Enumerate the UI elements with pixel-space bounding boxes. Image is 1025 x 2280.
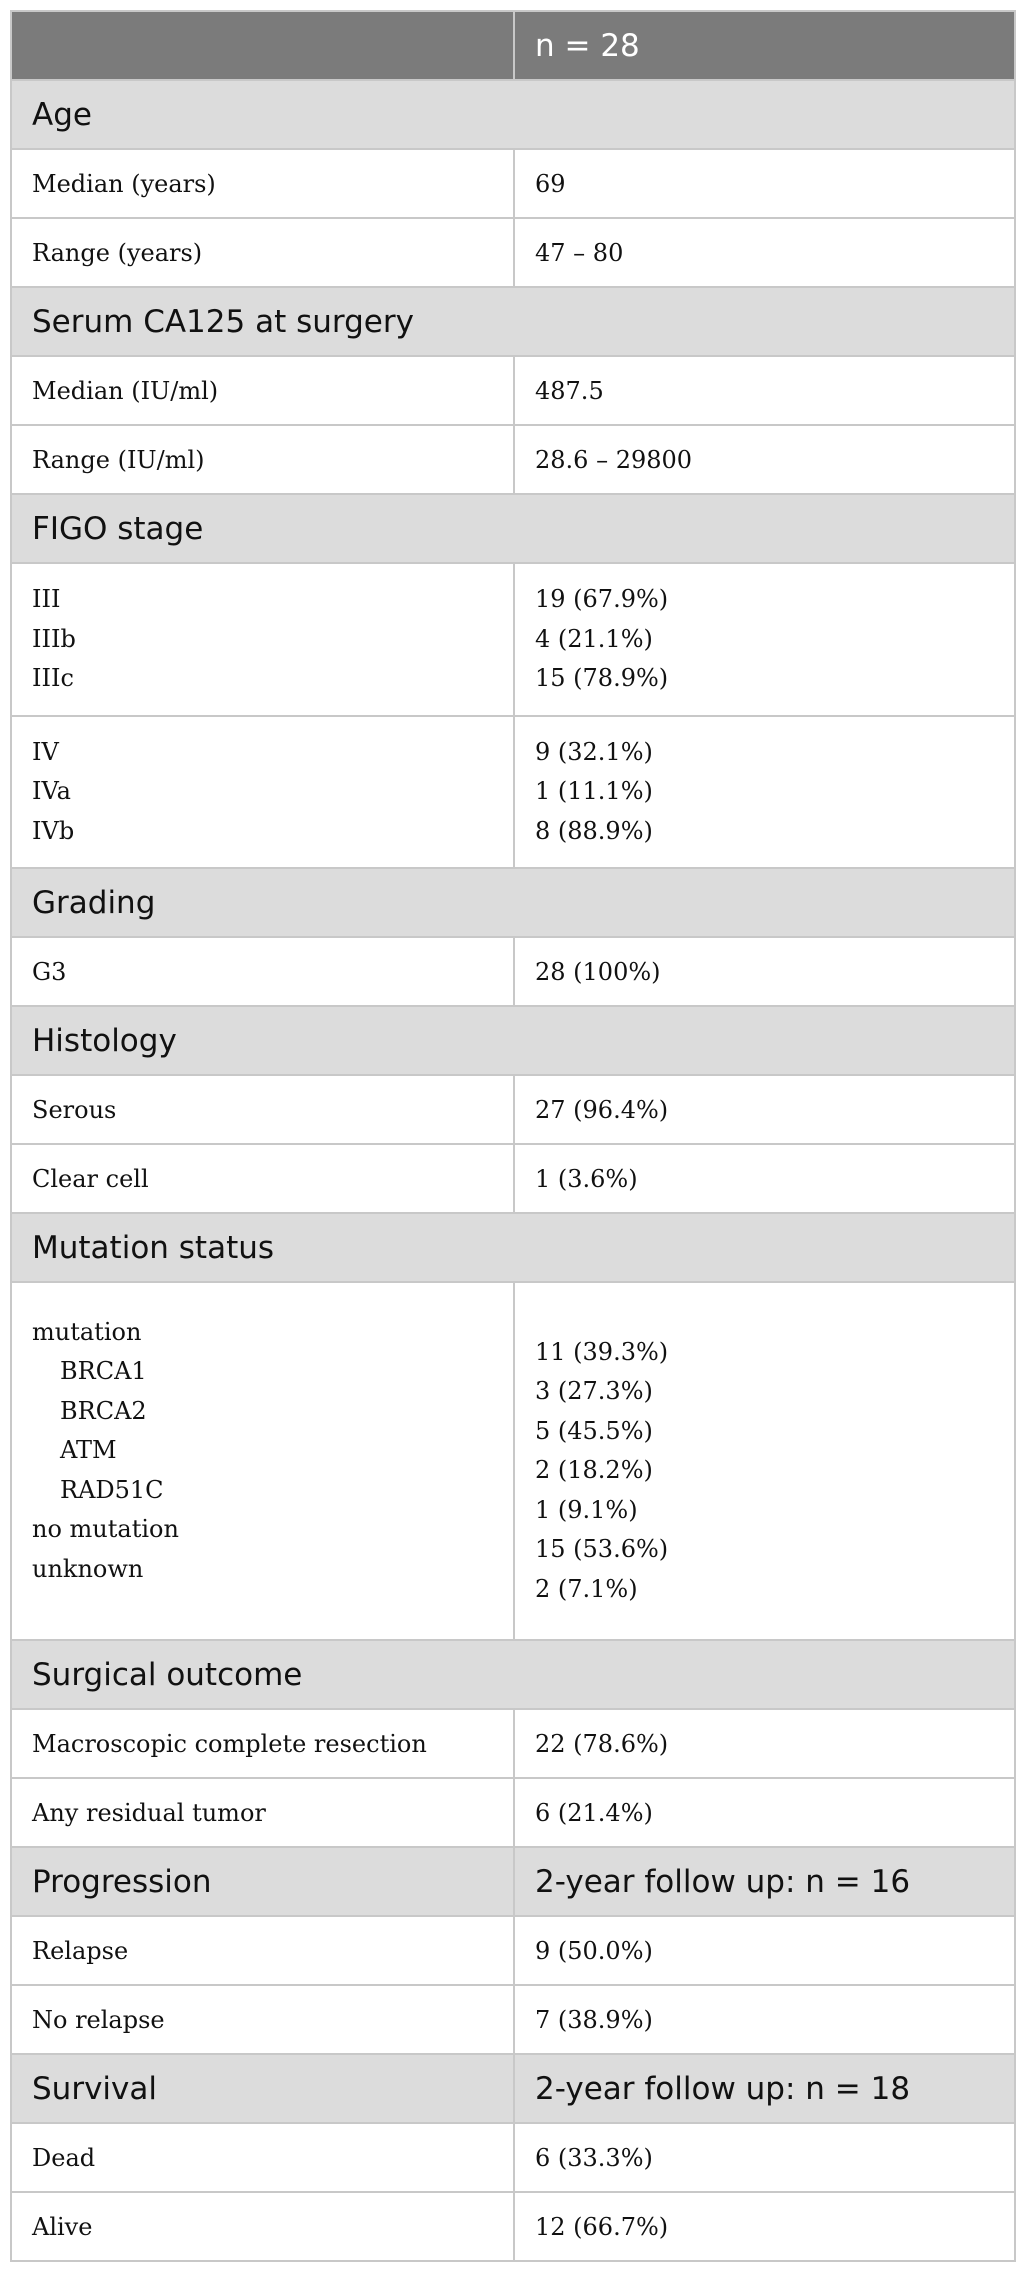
row-value-group bbox=[514, 716, 1015, 869]
cohort-characteristics-table bbox=[10, 10, 1016, 2262]
stage-value: 8 (88.9%) bbox=[535, 816, 653, 845]
section-title: Survival bbox=[11, 2054, 514, 2123]
row-label: G3 bbox=[11, 937, 514, 1006]
row-label: Median (IU/ml) bbox=[11, 356, 514, 425]
table-row bbox=[11, 1144, 1015, 1213]
section-title: Serum CA125 at surgery bbox=[11, 287, 1015, 356]
stage-value: 1 (11.1%) bbox=[535, 777, 653, 805]
mutation-value: 3 (27.3%) bbox=[535, 1377, 653, 1406]
table-row bbox=[11, 1778, 1015, 1847]
mutation-label: BRCA2 bbox=[60, 1396, 147, 1425]
table-row bbox=[11, 218, 1015, 287]
row-value: 6 (33.3%) bbox=[514, 2123, 1015, 2192]
stage-label: IV bbox=[32, 737, 59, 766]
row-value: 6 (21.4%) bbox=[514, 1778, 1015, 1847]
table-row bbox=[11, 149, 1015, 218]
table-row bbox=[11, 2123, 1015, 2192]
section-title: Age bbox=[11, 80, 1015, 149]
row-value: 1 (3.6%) bbox=[514, 1144, 1015, 1213]
table-row bbox=[11, 425, 1015, 494]
section-row-figo bbox=[11, 494, 1015, 563]
table-row bbox=[11, 1075, 1015, 1144]
section-row-survival bbox=[11, 2054, 1015, 2123]
mutation-label: mutation bbox=[32, 1317, 142, 1346]
row-label-group bbox=[11, 716, 514, 869]
stage-value: 19 (67.9%) bbox=[535, 585, 669, 613]
section-title: Mutation status bbox=[11, 1213, 1015, 1282]
row-value: 27 (96.4%) bbox=[514, 1075, 1015, 1144]
stage-label: IIIb bbox=[32, 624, 76, 653]
section-row-age bbox=[11, 80, 1015, 149]
row-label: Macroscopic complete resection bbox=[11, 1709, 514, 1778]
section-title: Histology bbox=[11, 1006, 1015, 1075]
mutation-value: 2 (18.2%) bbox=[535, 1456, 653, 1485]
table-row-mutation bbox=[11, 1282, 1015, 1640]
stage-label: IIIc bbox=[32, 664, 74, 692]
section-row-progression bbox=[11, 1847, 1015, 1916]
table-row-figo-iv bbox=[11, 716, 1015, 869]
row-value: 12 (66.7%) bbox=[514, 2192, 1015, 2261]
section-title: Grading bbox=[11, 868, 1015, 937]
section-title: Surgical outcome bbox=[11, 1640, 1015, 1709]
table-header-row bbox=[11, 11, 1015, 80]
mutation-value: 1 (9.1%) bbox=[535, 1495, 638, 1524]
section-title: FIGO stage bbox=[11, 494, 1015, 563]
section-row-histology bbox=[11, 1006, 1015, 1075]
row-value: 69 bbox=[514, 149, 1015, 218]
table-row bbox=[11, 937, 1015, 1006]
row-value-group bbox=[514, 563, 1015, 716]
table-row bbox=[11, 1709, 1015, 1778]
section-note: 2-year follow up: n = 18 bbox=[514, 2054, 1015, 2123]
stage-label: IVa bbox=[32, 777, 71, 805]
header-cell-n: n = 28 bbox=[514, 11, 1015, 80]
mutation-value: 5 (45.5%) bbox=[535, 1416, 653, 1445]
row-label: Dead bbox=[11, 2123, 514, 2192]
row-value: 9 (50.0%) bbox=[514, 1916, 1015, 1985]
table-row-figo-iii bbox=[11, 563, 1015, 716]
table-row bbox=[11, 356, 1015, 425]
row-value: 487.5 bbox=[514, 356, 1015, 425]
stage-label: III bbox=[32, 585, 61, 613]
row-label: Median (years) bbox=[11, 149, 514, 218]
stage-value: 4 (21.1%) bbox=[535, 624, 653, 653]
mutation-label: unknown bbox=[32, 1554, 144, 1583]
mutation-value: 15 (53.6%) bbox=[535, 1535, 669, 1564]
row-label: Clear cell bbox=[11, 1144, 514, 1213]
stage-value: 9 (32.1%) bbox=[535, 737, 653, 766]
mutation-value: 11 (39.3%) bbox=[535, 1337, 669, 1366]
table-row bbox=[11, 1985, 1015, 2054]
row-label: Range (years) bbox=[11, 218, 514, 287]
row-value: 7 (38.9%) bbox=[514, 1985, 1015, 2054]
row-value: 28.6 – 29800 bbox=[514, 425, 1015, 494]
section-row-surgical bbox=[11, 1640, 1015, 1709]
row-label-group bbox=[11, 1282, 514, 1640]
row-label: Serous bbox=[11, 1075, 514, 1144]
row-label: Relapse bbox=[11, 1916, 514, 1985]
row-value: 22 (78.6%) bbox=[514, 1709, 1015, 1778]
row-label: Any residual tumor bbox=[11, 1778, 514, 1847]
section-row-ca125 bbox=[11, 287, 1015, 356]
stage-value: 15 (78.9%) bbox=[535, 664, 669, 692]
section-row-mutation bbox=[11, 1213, 1015, 1282]
row-label: No relapse bbox=[11, 1985, 514, 2054]
row-label: Range (IU/ml) bbox=[11, 425, 514, 494]
mutation-label: no mutation bbox=[32, 1515, 179, 1544]
table-row bbox=[11, 1916, 1015, 1985]
mutation-label: BRCA1 bbox=[60, 1357, 147, 1386]
row-label: Alive bbox=[11, 2192, 514, 2261]
row-value: 28 (100%) bbox=[514, 937, 1015, 1006]
header-cell-empty bbox=[11, 11, 514, 80]
mutation-value: 2 (7.1%) bbox=[535, 1574, 638, 1603]
section-row-grading bbox=[11, 868, 1015, 937]
section-note: 2-year follow up: n = 16 bbox=[514, 1847, 1015, 1916]
section-title: Progression bbox=[11, 1847, 514, 1916]
mutation-label: ATM bbox=[60, 1436, 117, 1465]
stage-label: IVb bbox=[32, 816, 75, 845]
table-row bbox=[11, 2192, 1015, 2261]
row-label-group bbox=[11, 563, 514, 716]
mutation-label: RAD51C bbox=[60, 1475, 164, 1504]
row-value: 47 – 80 bbox=[514, 218, 1015, 287]
row-value-group bbox=[514, 1282, 1015, 1640]
